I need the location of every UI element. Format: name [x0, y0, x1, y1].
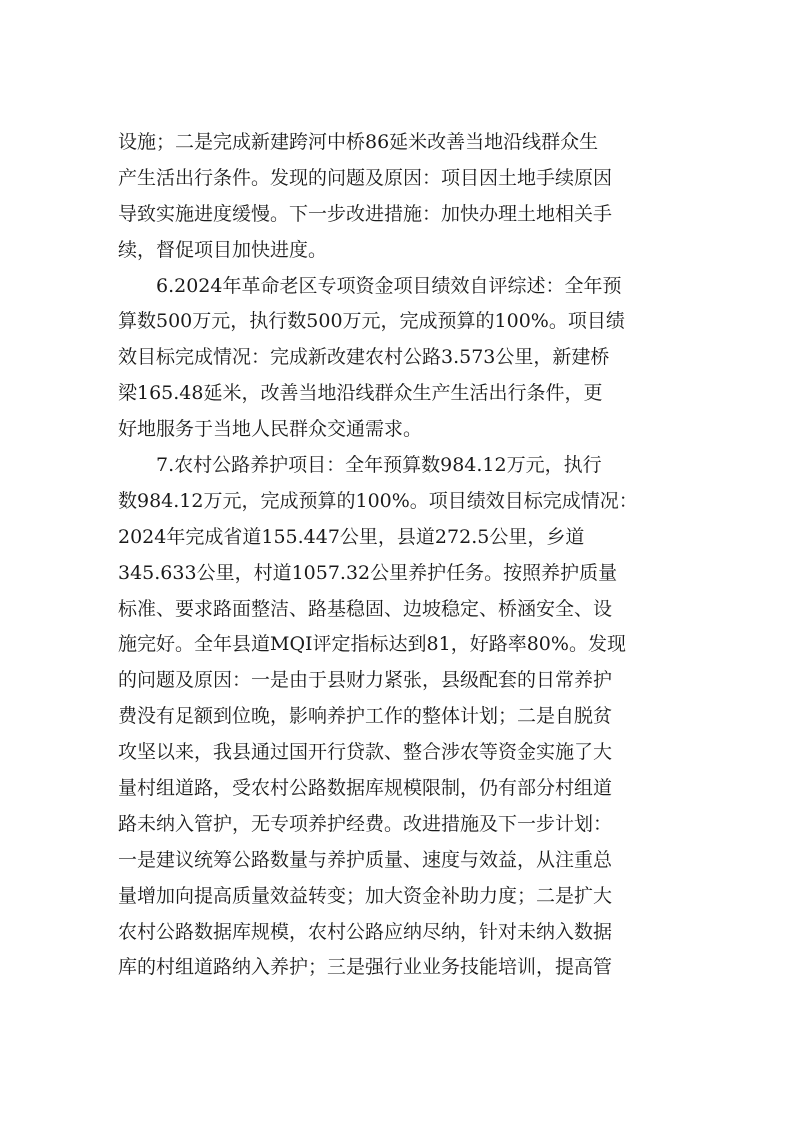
text-line: 库的村组道路纳入养护；三是强行业业务技能培训，提高管 — [118, 956, 613, 979]
text-line: 好地服务于当地人民群众交通需求。 — [118, 418, 423, 441]
text-line: 7.农村公路养护项目：全年预算数984.12万元，执行 — [118, 454, 602, 477]
text-line: 导致实施进度缓慢。下一步改进措施：加快办理土地相关手 — [118, 202, 613, 225]
text-line: 标准、要求路面整洁、路基稳固、边坡稳定、桥涵安全、设 — [118, 597, 613, 620]
text-line: 量村组道路，受农村公路数据库规模限制，仍有部分村组道 — [118, 777, 613, 800]
text-line: 一是建议统筹公路数量与养护质量、速度与效益，从注重总 — [118, 848, 613, 871]
text-line: 施完好。全年县道MQI评定指标达到81，好路率80%。发现 — [118, 633, 626, 656]
text-line: 农村公路数据库规模，农村公路应纳尽纳，针对未纳入数据 — [118, 920, 613, 943]
text-line: 345.633公里，村道1057.32公里养护任务。按照养护质量 — [118, 561, 618, 584]
text-line: 续，督促项目加快进度。 — [118, 238, 328, 261]
text-line: 效目标完成情况：完成新改建农村公路3.573公里，新建桥 — [118, 346, 610, 369]
text-line: 数984.12万元，完成预算的100%。项目绩效目标完成情况： — [118, 489, 638, 512]
text-line: 的问题及原因：一是由于县财力紧张，县级配套的日常养护 — [118, 669, 613, 692]
text-line: 梁165.48延米，改善当地沿线群众生产生活出行条件，更 — [118, 382, 603, 405]
text-line: 6.2024年革命老区专项资金项目绩效自评综述：全年预 — [118, 274, 622, 297]
text-line: 路未纳入管护，无专项养护经费。改进措施及下一步计划： — [118, 812, 613, 835]
text-line: 量增加向提高质量效益转变；加大资金补助力度；二是扩大 — [118, 884, 613, 907]
document-body — [118, 125, 678, 986]
text-line: 2024年完成省道155.447公里，县道272.5公里，乡道 — [118, 525, 585, 548]
text-line: 设施；二是完成新建跨河中桥86延米改善当地沿线群众生 — [118, 131, 599, 153]
text-line: 攻坚以来，我县通过国开行贷款、整合涉农等资金实施了大 — [118, 741, 613, 764]
text-line: 算数500万元，执行数500万元，完成预算的100%。项目绩 — [118, 310, 625, 333]
text-line: 产生活出行条件。发现的问题及原因：项目因土地手续原因 — [118, 166, 613, 189]
text-line: 费没有足额到位晚，影响养护工作的整体计划；二是自脱贫 — [118, 705, 613, 728]
